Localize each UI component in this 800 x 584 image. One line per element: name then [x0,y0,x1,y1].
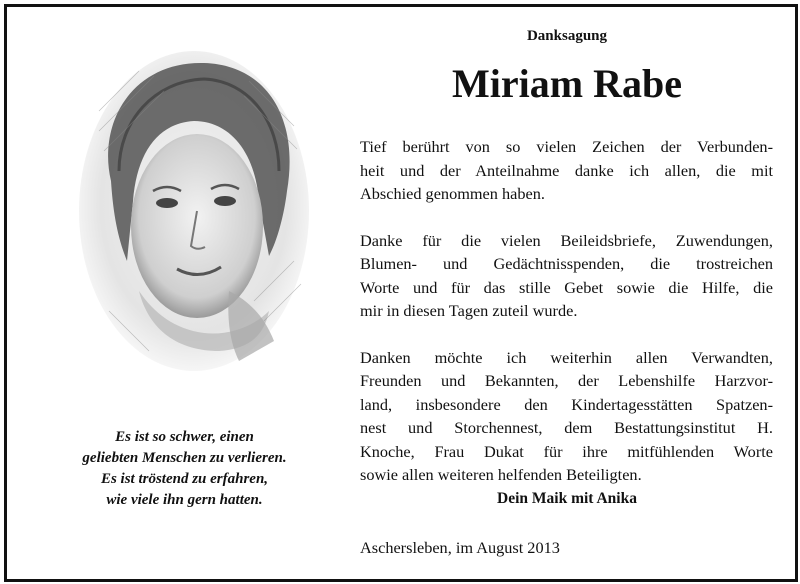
place-date: Aschersleben, im August 2013 [360,538,560,557]
text-line: mir in diesen Tagen zuteil wurde. [360,301,578,320]
poem-line: Es ist so schwer, einen [115,429,254,445]
text-line: Freunden und Bekannten, der Lebenshilfe Harzvor- [360,371,773,390]
paragraph-2 [360,229,773,323]
notice-type: Danksagung [526,28,608,44]
poem [27,427,342,511]
text-line: Danken möchte ich weiterhin allen Verwandten, [360,347,773,367]
portrait-photo [79,51,309,371]
text-line: heit und der Anteilnahme danke ich allen, die mit [360,160,773,180]
text-line: Danke für die vielen Beileidsbriefe, Zuwendungen, [360,230,773,250]
text-line: Worte und für das stille Gebet sowie die Hilfe, die [360,277,773,297]
text-line: sowie allen weiteren helfenden Beteiligten. [360,465,642,484]
paragraph-3 [360,346,773,487]
signature: Dein Maik mit Anika [497,490,637,507]
text-line: Tief berührt von so vielen Zeichen der Verbunden- [360,137,773,156]
poem-line: geliebten Menschen zu verlieren. [82,450,287,466]
message-body [360,135,773,487]
poem-line: Es ist tröstend zu erfahren, [100,471,269,487]
portrait-sketch-icon [79,51,309,371]
text-line: Knoche, Frau Dukat für ihre mitfühlenden Worte [360,441,773,461]
text-line: Blumen- und Gedächtnisspenden, die trostreichen [360,254,773,273]
text-line: Abschied genommen haben. [360,184,545,203]
deceased-name: Miriam Rabe [452,61,682,106]
text-line: nest und Storchennest, dem Bestattungsinstitut H. [360,418,773,437]
text-line: land, insbesondere den Kindertagesstätten Spatzen- [360,394,773,414]
paragraph-1 [360,135,773,206]
obituary-card [4,4,798,582]
poem-line: wie viele ihn gern hatten. [106,492,263,508]
